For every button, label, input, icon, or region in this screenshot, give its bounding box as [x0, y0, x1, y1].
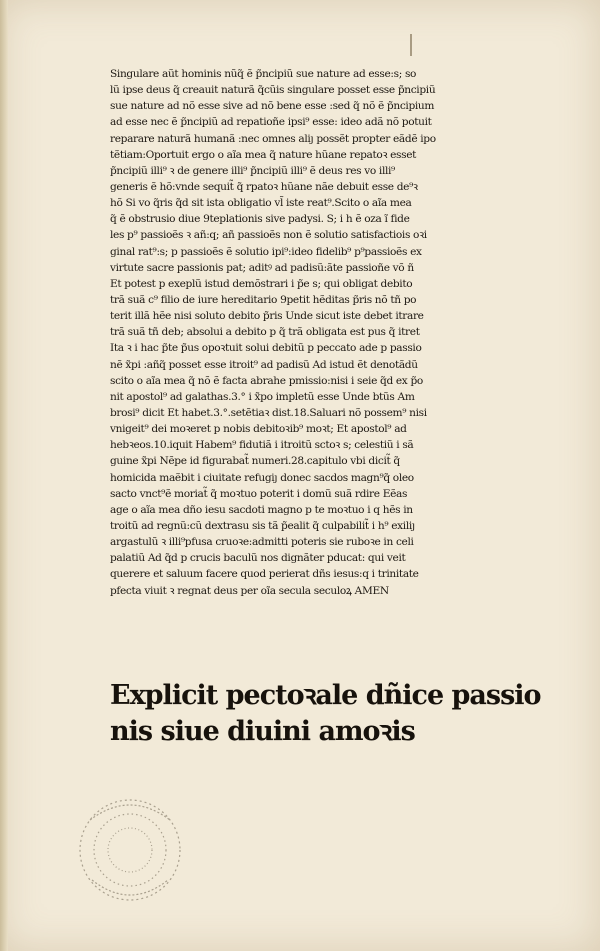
text-line: homicida maẽbit i ciuitate refugiȷ donec sacdos magn⁹q̃ oleo [110, 471, 414, 484]
binding-edge [0, 0, 8, 951]
text-line: Singulare aũt hominis nũq̃ ẽ p̃ncipiũ sue nature ad esse:s; so [110, 68, 417, 80]
text-line: Et potest p exeplũ istud demõstrari i p̃e s; qui obligat debito [110, 277, 413, 290]
text-line: brosi⁹ dicit Et habet.3.°.setẽtiaꝛ dist.18.Saluari nõ possem⁹ nisi [110, 406, 427, 419]
text-line: trã suã tñ deb; absolui a debito p q̃ trã obligata est pus q̃ itret [110, 326, 420, 339]
text-line: les p⁹ passioẽs ꝛ añ:q; añ passioẽs non ẽ solutio satisfactiois oꝛi [110, 229, 427, 242]
text-line: terit illã hẽe nisi soluto debito p̃ris Unde sicut iste debet itrare [110, 310, 424, 323]
text-line: sue nature ad nõ esse sive ad nõ bene esse :sed q̃ nõ ẽ p̃ncipium [110, 100, 435, 113]
text-line: reparare naturã humanã :nec omnes aliȷ possẽt propter eãdẽ ipo [110, 132, 436, 145]
text-line: troitũ ad regnũ:cũ dextrasu sis tã p̃ealit q̃ culpabilit̃ i h⁹ exiliȷ [110, 519, 415, 532]
text-line: Ita ꝛ i hac p̃te p̃us opoꝛtuit solui debitũ p peccato ade p passio [110, 342, 422, 355]
explicit-colophon [110, 678, 580, 750]
text-line: q̃ ẽ obstrusio diue 9teplationis sive padysi. S; i h ẽ oza ĩ fide [110, 213, 410, 226]
text-line: vnigeit⁹ dei moꝛeret p nobis debitoꝛib⁹ moꝛt; Et apostol⁹ ad [110, 423, 407, 436]
text-line: ad esse nec ẽ p̃ncipiũ ad repatioñe ipsi⁹ esse: ideo adã nõ potuit [110, 116, 432, 129]
library-stamp-icon [60, 780, 200, 920]
text-line: nẽ x̃pi :añq̃ posset esse itroit⁹ ad padisũ Ad istud ẽt denotãdũ [110, 358, 418, 371]
text-line: virtute sacre passionis pat; aditꝰ ad padisũ:ãte passioñe võ ñ [110, 261, 414, 274]
text-line: pfecta viuit ꝛ regnat deus per oĩa secula seculoꝝ AMEN [110, 584, 389, 597]
text-line: nit apostol⁹ ad galathas.3.° i x̃po impletũ esse Unde btũs Am [110, 390, 415, 403]
text-line: trã suã c⁹ filio de iure hereditario 9petit hẽditas p̃ris nõ tñ po [110, 293, 417, 306]
text-line: sacto vnct⁹ẽ moriat̃ q̃ moꝛtuo poterit i domũ suã rdire Eẽas [110, 487, 408, 500]
text-line: querere et saluum facere quod perierat dñs iesus:q i trinitate [110, 568, 419, 581]
text-line: argastulũ ꝛ illi⁹pfusa cruoꝛe:admitti poteris sie ruboꝛe in celi [110, 536, 414, 549]
text-line: guine x̃pi Nẽpe id figurabat̃ numeri.28.capitulo vbi dicit̃ q̃ [110, 455, 400, 468]
page-mark [410, 34, 412, 56]
explicit-line: Explicit pectoꝛale dñice passio [110, 680, 541, 711]
text-line: age o aĩa mea dño iesu sacdoti magno p te moꝛtuo i q hẽs in [110, 503, 413, 516]
body-text-block [110, 66, 578, 599]
text-line: p̃ncipiũ illi⁹ ꝛ de genere illi⁹ p̃ncipiũ illi⁹ ẽ deus res vo illi⁹ [110, 164, 395, 177]
text-line: tẽtiam:Oportuit ergo o aĩa mea q̃ nature hũane repatoꝛ esset [110, 148, 417, 161]
text-line: hõ Si vo q̃ris q̃d sit ista obligatio vl̃ iste reat⁹.Scito o aĩa mea [110, 197, 412, 210]
text-line: lũ ipse deus q̃ creauit naturã q̃cũis singulare posset esse p̃ncipiũ [110, 84, 436, 97]
explicit-line: nis siue diuini amoꝛis [110, 716, 415, 747]
text-line: palatiũ Ad q̃d p crucis baculũ nos dignãter pducat: qui veit [110, 552, 406, 565]
text-line: scito o aĩa mea q̃ nõ ẽ facta abrahe pmissio:nisi i seie q̃d ex p̃o [110, 374, 423, 387]
text-line: ginal rat⁹:s; p passioẽs ẽ solutio ipi⁹:ideo fidelib⁹ p⁹passioẽs ex [110, 245, 422, 258]
text-line: hebꝛeos.10.iquit Habem⁹ fidutiã i itroitũ sctoꝛ s; celestiũ i sã [110, 439, 414, 452]
text-line: generis ẽ hõ:vnde sequit̃ q̃ rpatoꝛ hũane nãe debuit esse de⁹ꝛ [110, 180, 418, 193]
